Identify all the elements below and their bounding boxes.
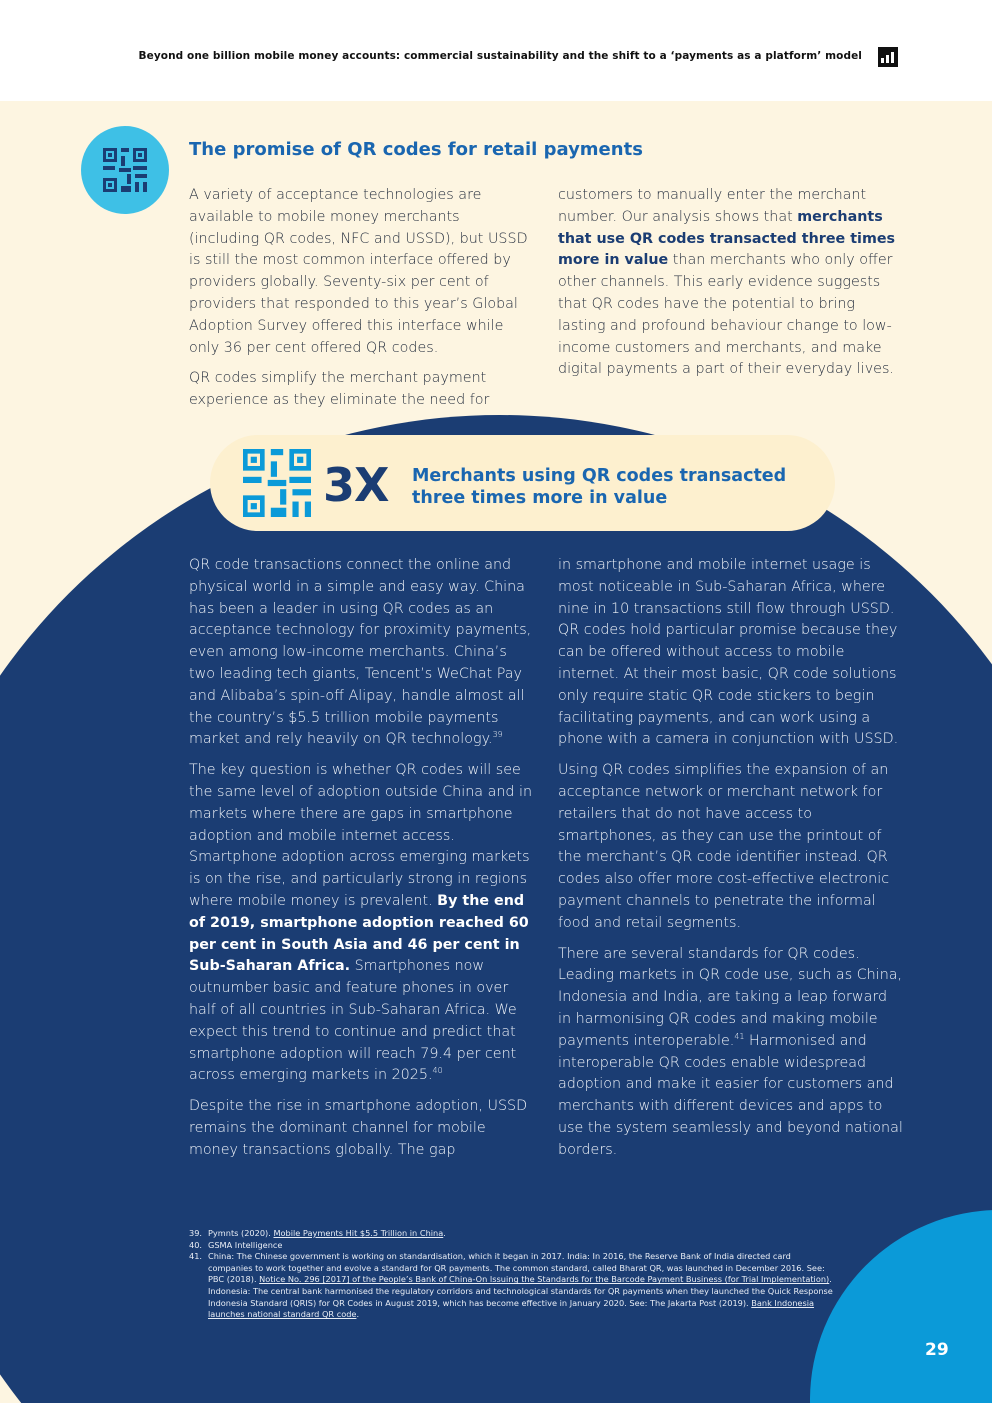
body-paragraph: QR code transactions connect the online and physical world in a simple and easy way. China has been a leader in using QR codes as an acceptance technology for proximity payments, even among low-income merchants. China’s two leading tech giants, Tencent’s WeChat Pay and Alibaba’s spin-off Alipay, handle almost all the country’s $5.5 trillion mobile payments market and rely heavily on QR technology.$^{39}$ <box>189 557 532 748</box>
intro-paragraph: A variety of acceptance technologies are available to mobile money merchants (including QR codes, NFC and USSD), but USSD is still the most common interface offered by providers globally. Seventy-six per cent of providers that responded to this year’s Global Adoption Survey offered this interface while only 36 per cent offered QR codes. <box>189 187 528 356</box>
footnote-link[interactable]: Bank Indonesia launches national standard QR code <box>208 1297 815 1320</box>
body-paragraph: in smartphone and mobile internet usage is most noticeable in Sub-Saharan Africa, where nine in 10 transactions still flow through USSD. QR codes hold particular promise because they can be offered without access to mobile internet. At their most basic, QR code solutions only require static QR code stickers to begin facilitating payments, and can work using a phone with a camera in conjunction with USSD. <box>558 557 899 748</box>
intro-paragraph: customers to manually enter the merchant number. Our analysis shows that merchants that use QR codes transacted three times more in value than merchants who only offer other channels. This early evidence suggests that QR codes have the potential to bring lasting and profound behaviour change to low-income customers and merchants, and make digital payments a part of their everyday lives. <box>558 187 896 378</box>
footnote: 39. Pymnts (2020). Mobile Payments Hit $5.5 Trillion in China. <box>189 1228 446 1238</box>
footnote-ref: 39 <box>492 730 503 740</box>
intro-column-left <box>189 185 529 421</box>
body-paragraph: The key question is whether QR codes will see the same level of adoption outside China and in markets where there are gaps in smartphone adoption and mobile internet access. Smartphone adoption across emerging markets is on the rise, and particularly strong in regions where mobile money is prevalent. By the end of 2019, smartphone adoption reached 60 per cent in South Asia and 46 per cent in Sub-Saharan Africa. Smartphones now outnumber basic and feature phones in over half of all countries in Sub-Saharan Africa. We expect this trend to continue and predict that smartphone adoption will reach 79.4 per cent across emerging markets in 2025.40 <box>189 762 533 1084</box>
highlight-text: By the end of 2019, smartphone adoption reached 60 per cent in South Asia and 46 per cent in Sub-Saharan Africa. <box>189 892 529 975</box>
body-paragraph: There are several standards for QR codes. Leading markets in QR code use, such as China, Indonesia and India, are taking a leap forward in harmonising QR codes and making mobile payments interoperable.$^{41}$ Harmonised and interoperable QR codes enable widespread adoption and make it easier for customers and merchants with different devices and apps to use the system seamlessly and beyond national borders. <box>558 945 903 1158</box>
running-header: Beyond one billion mobile money accounts: commercial sustainability and the shift to a ‘payments as a platform’ model <box>138 50 862 62</box>
qr-badge <box>81 126 169 214</box>
footnote-link[interactable]: Mobile Payments Hit $5.5 Trillion in China <box>273 1228 444 1238</box>
callout-figure: 3X <box>323 458 389 512</box>
footnote: 40. GSMA Intelligence <box>189 1239 283 1250</box>
footnote-ref: 41 <box>734 1031 745 1041</box>
qr-code-icon <box>103 148 147 192</box>
footnotes <box>189 1228 834 1321</box>
section-title: The promise of QR codes for retail payments <box>189 139 643 160</box>
qr-code-icon-large <box>243 449 311 521</box>
footnote-ref: 40 <box>432 1066 443 1076</box>
callout-text: Merchants using QR codes transacted three times more in value <box>412 466 787 508</box>
body-column-left <box>189 555 534 1171</box>
body-paragraph: Using QR codes simplifies the expansion of an acceptance network or merchant network for retailers that do not have access to smartphones, as they can use the printout of the merchant’s QR code identifier instead. QR codes also offer more cost-effective electronic payment channels to penetrate the informal food and retail segments. <box>558 762 890 931</box>
footnote-link[interactable]: Notice No. 296 [2017] of the People’s Bank of China-On Issuing the Standards for the Barcode Payment Business (for Trial Implementation) <box>259 1274 830 1285</box>
intro-column-right <box>558 185 898 390</box>
body-column-right <box>558 555 903 1171</box>
intro-paragraph: QR codes simplify the merchant payment experience as they eliminate the need for <box>189 370 490 409</box>
page-number: 29 <box>925 1340 949 1360</box>
body-paragraph: Despite the rise in smartphone adoption, USSD remains the dominant channel for mobile money transactions globally. The gap <box>189 1098 528 1158</box>
highlight-text: merchants that use QR codes transacted three times more in value <box>558 208 896 269</box>
footnote: 41. China: The Chinese government is working on standardisation, which it began in 2017. India: In 2016, the Reserve Bank of India directed card companies to work together and evolve a standard for QR payments. The common standard, called Bharat QR, was launched in December 2016. See: PBC (2018). Notice No. 296 [2017] of the People’s Bank of China-On Issuing the Standards for the Barcode Payment Business (for Trial Implementation). Indonesia: The central bank harmonised the regulatory corridors and technological standards for QR payments when they launched the Quick Response Indonesia Standard (QRIS) for QR Codes in August 2019, which has become effective in January 2020. See: The Jakarta Post (2019). Bank Indonesia launches national standard QR code. <box>189 1251 833 1320</box>
